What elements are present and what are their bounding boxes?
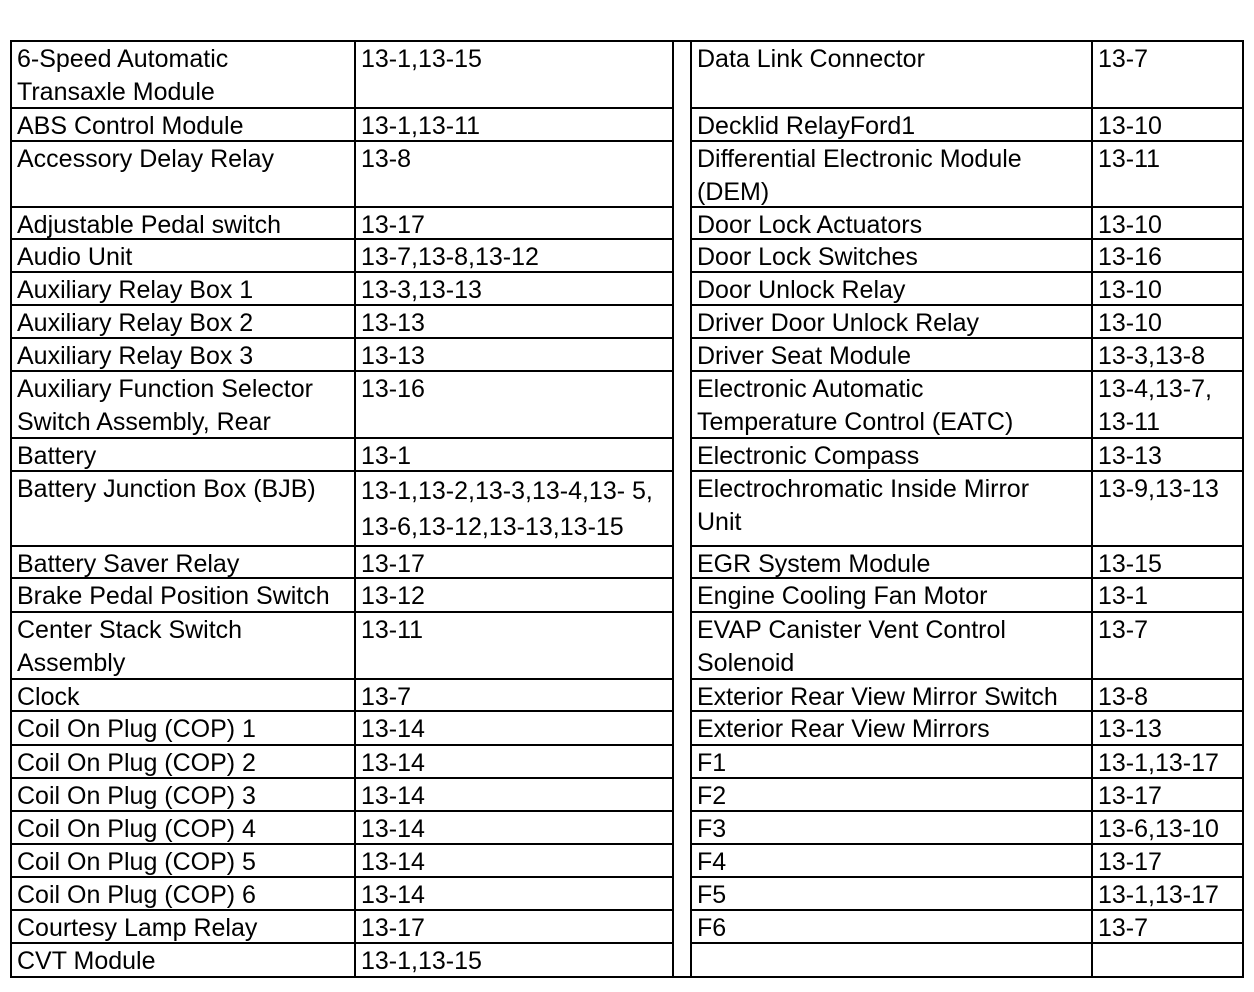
component-name-cell: F5 [692, 876, 1091, 909]
component-name-cell: Coil On Plug (COP) 3 [12, 777, 354, 810]
section-reference-cell: 13-17 [356, 206, 672, 238]
section-reference-cell: 13-12 [356, 577, 672, 611]
component-name-cell: Driver Door Unlock Relay [692, 304, 1091, 337]
section-reference-cell: 13-7 [356, 678, 672, 710]
component-name-cell [692, 942, 1091, 976]
section-reference-cell: 13-7 [1093, 611, 1242, 678]
component-name-cell: Coil On Plug (COP) 5 [12, 843, 354, 876]
section-reference-cell: 13-8 [1093, 678, 1242, 710]
component-name-cell: Decklid RelayFord1 [692, 107, 1091, 140]
component-name-cell: EGR System Module [692, 545, 1091, 577]
section-reference-cell: 13-1,13-15 [356, 942, 672, 976]
section-reference-cell: 13-1,13-17 [1093, 876, 1242, 909]
component-name-cell: Auxiliary Relay Box 1 [12, 271, 354, 304]
section-reference-cell: 13-7,13-8,13-12 [356, 238, 672, 271]
section-reference-cell: 13-11 [356, 611, 672, 678]
section-reference-cell: 13-15 [1093, 545, 1242, 577]
section-reference-cell: 13-3,13-8 [1093, 337, 1242, 370]
section-reference-cell: 13-1 [356, 437, 672, 470]
component-name-cell: Exterior Rear View Mirror Switch [692, 678, 1091, 710]
section-reference-cell: 13-7 [1098, 45, 1149, 73]
component-name-cell: Auxiliary Relay Box 3 [12, 337, 354, 370]
section-reference-cell: 13-11 [1093, 140, 1242, 206]
section-reference-cell: 13-1,13-17 [1093, 744, 1242, 777]
section-reference-cell: 13-9,13-13 [1093, 470, 1242, 545]
component-name-cell: Clock [12, 678, 354, 710]
section-reference-cell: 13-10 [1093, 206, 1242, 238]
component-name-cell: Data Link Connector [697, 45, 925, 73]
section-reference-cell: 13-1,13-2,13-3,13-4,13- 5, 13-6,13-12,13-13,13-15 [356, 470, 672, 545]
section-reference-cell: 13-10 [1093, 107, 1242, 140]
component-name-cell: F2 [692, 777, 1091, 810]
component-name-cell: Battery Junction Box (BJB) [12, 470, 354, 545]
component-name-cell: Door Lock Switches [692, 238, 1091, 271]
section-reference-cell: 13-7 [1093, 909, 1242, 942]
section-reference-cell: 13-14 [356, 810, 672, 843]
component-location-index [10, 40, 1244, 978]
component-name-cell: F3 [692, 810, 1091, 843]
component-name-cell: Door Unlock Relay [692, 271, 1091, 304]
component-name-cell: Differential Electronic Module (DEM) [692, 140, 1091, 206]
section-reference-cell: 13-17 [1093, 777, 1242, 810]
component-name-cell: Coil On Plug (COP) 4 [12, 810, 354, 843]
section-reference-cell: 13-13 [356, 304, 672, 337]
section-reference-cell: 13-6,13-10 [1093, 810, 1242, 843]
section-reference-cell [1093, 942, 1242, 976]
section-reference-cell: 13-13 [1093, 437, 1242, 470]
section-reference-cell: 13-1 [1093, 577, 1242, 611]
section-reference-cell: 13-1,13-15 [361, 45, 482, 73]
section-reference-cell: 13-10 [1093, 271, 1242, 304]
section-reference-cell: 13-16 [356, 370, 672, 437]
component-name-cell: Center Stack Switch Assembly [12, 611, 354, 678]
section-reference-cell: 13-14 [356, 744, 672, 777]
component-name-cell: Electrochromatic Inside Mirror Unit [692, 470, 1091, 545]
section-reference-cell: 13-14 [356, 777, 672, 810]
section-reference-cell: 13-14 [356, 876, 672, 909]
component-name-cell: Battery Saver Relay [12, 545, 354, 577]
component-name-cell: Coil On Plug (COP) 1 [12, 710, 354, 744]
section-reference-cell: 13-13 [356, 337, 672, 370]
component-name-cell: F1 [692, 744, 1091, 777]
component-name-cell: Electronic Automatic Temperature Control (EATC) [692, 370, 1091, 437]
component-name-cell: Audio Unit [12, 238, 354, 271]
component-name-cell: Coil On Plug (COP) 6 [12, 876, 354, 909]
section-reference-cell: 13-8 [356, 140, 672, 206]
component-name-cell: Engine Cooling Fan Motor [692, 577, 1091, 611]
component-name-cell: Auxiliary Relay Box 2 [12, 304, 354, 337]
column-divider [672, 42, 674, 976]
section-reference-cell: 13-16 [1093, 238, 1242, 271]
component-name-cell: Accessory Delay Relay [12, 140, 354, 206]
component-name-cell: F6 [692, 909, 1091, 942]
component-name-cell: Battery [12, 437, 354, 470]
component-name-cell: Electronic Compass [692, 437, 1091, 470]
component-name-cell: CVT Module [12, 942, 354, 976]
section-reference-cell: 13-14 [356, 843, 672, 876]
component-name-cell: F4 [692, 843, 1091, 876]
section-reference-cell: 13-13 [1093, 710, 1242, 744]
section-reference-cell: 13-14 [356, 710, 672, 744]
section-reference-cell: 13-10 [1093, 304, 1242, 337]
component-name-cell: Auxiliary Function Selector Switch Assembly, Rear [12, 370, 354, 437]
section-reference-cell: 13-3,13-13 [356, 271, 672, 304]
component-name-cell: Coil On Plug (COP) 2 [12, 744, 354, 777]
component-name-cell: Adjustable Pedal switch [12, 206, 354, 238]
component-name-cell: EVAP Canister Vent Control Solenoid [692, 611, 1091, 678]
component-name-cell: Door Lock Actuators [692, 206, 1091, 238]
section-reference-cell: 13-1,13-11 [356, 107, 672, 140]
component-name-cell: Driver Seat Module [692, 337, 1091, 370]
section-reference-cell: 13-17 [356, 545, 672, 577]
component-name-cell: Exterior Rear View Mirrors [692, 710, 1091, 744]
section-reference-cell: 13-17 [356, 909, 672, 942]
section-reference-cell: 13-17 [1093, 843, 1242, 876]
section-reference-cell: 13-4,13-7, 13-11 [1093, 370, 1242, 437]
component-name-cell: Courtesy Lamp Relay [12, 909, 354, 942]
component-name-cell: Brake Pedal Position Switch [12, 577, 354, 611]
component-name-cell: 6-Speed Automatic Transaxle Module [17, 45, 229, 106]
component-name-cell: ABS Control Module [12, 107, 354, 140]
